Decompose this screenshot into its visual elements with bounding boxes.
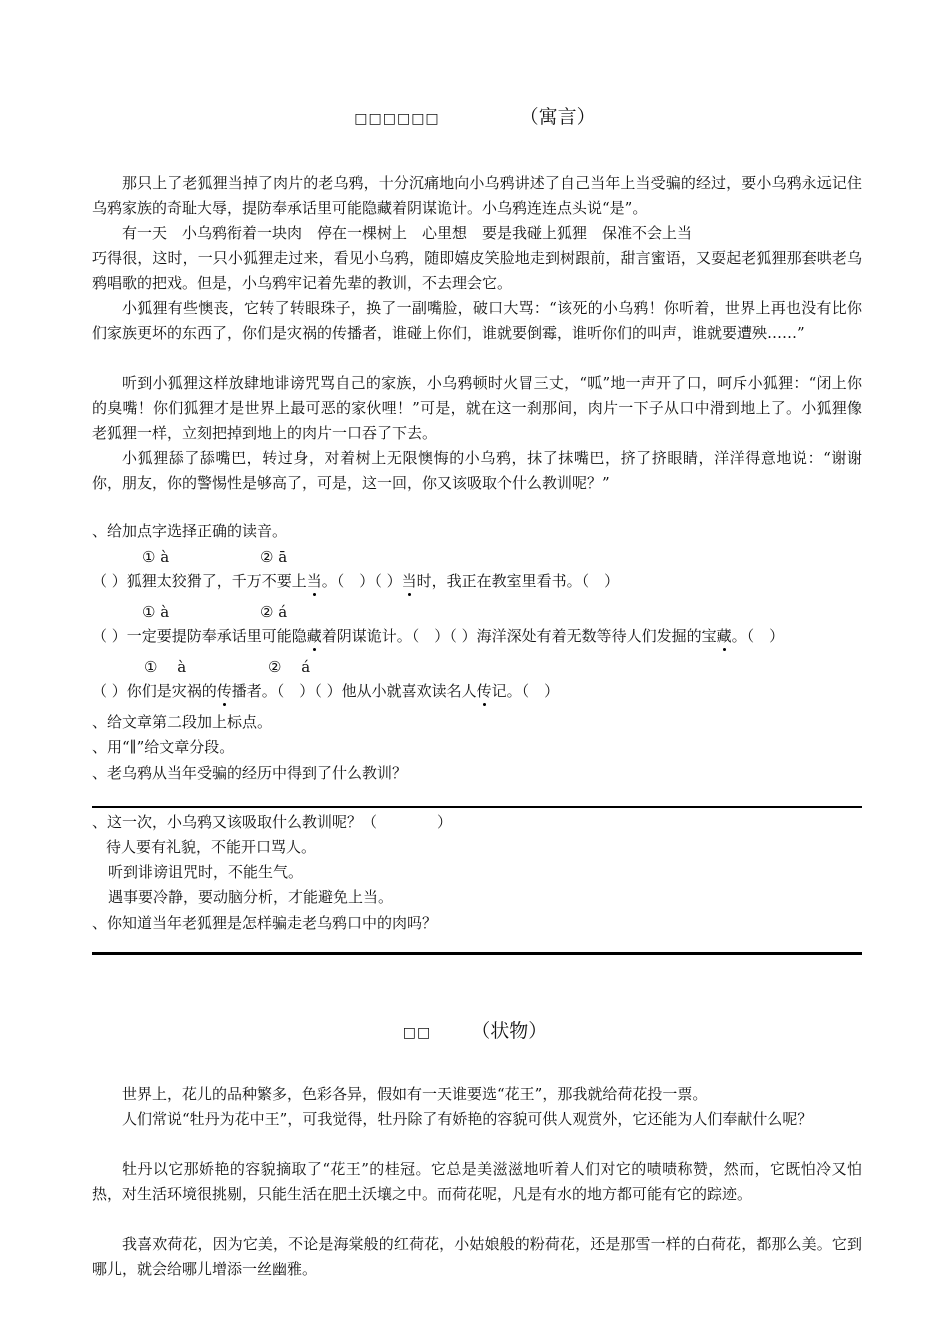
option-2: ② á — [260, 603, 288, 621]
option-1: ① à — [142, 603, 170, 621]
dotted-char: 藏 — [716, 627, 732, 645]
pronunciation-options-1 — [142, 546, 287, 568]
story1-title-placeholder: □□□□□□ — [354, 111, 440, 127]
story1-paragraph-5: 听到小狐狸这样放肆地诽谤咒骂自己的家族，小乌鸦顿时火冒三丈，“呱”地一声开了口，呵斥小狐狸：“闭上你的臭嘴！你们狐狸才是世界上最可恶的家伙哩！”可是，就在这一刹那间，肉片一下子从口中滑到地上了。小狐狸像老狐狸一样，立刻把掉到地上的肉片一口吞了下去。 — [92, 374, 862, 442]
answer-line — [92, 806, 862, 808]
sentence-row-3: （ ）你们是灾祸的传播者。（ ）（ ）他从小就喜欢读名人传记。（ ） — [92, 682, 560, 700]
story2-paragraph-3: 牡丹以它那娇艳的容貌摘取了“花王”的桂冠。它总是美滋滋地听着人们对它的啧啧称赞，然而，它既怕冷又怕热，对生活环境很挑剔，只能生活在肥土沃壤之中。而荷花呢，凡是有水的地方都可能有它的踪迹。 — [92, 1160, 862, 1203]
story1-paragraph-4: 小狐狸有些懊丧，它转了转眼珠子，换了一副嘴脸，破口大骂：“该死的小乌鸦！你听着，世界上再也没有比你们家族更坏的东西了，你们是灾祸的传播者，谁碰上你们，谁就要倒霉，谁听你们的叫声，谁就要遭殃……” — [92, 299, 862, 342]
story1-paragraph-6: 小狐狸舔了舔嘴巴，转过身，对着树上无限懊悔的小乌鸦，抹了抹嘴巴，挤了挤眼睛，洋洋得意地说：“谢谢你，朋友，你的警惕性是够高了，可是，这一回，你又该吸取个什么教训呢？” — [92, 449, 862, 492]
pronunciation-options-2 — [142, 601, 287, 623]
question-3: 、用“∥”给文章分段。 — [92, 738, 235, 756]
sentence-row-2: （ ）一定要提防奉承话里可能隐藏着阴谋诡计。（ ）（ ）海洋深处有着无数等待人们发掘的宝藏。（ ） — [92, 627, 785, 645]
question-1: 、给加点字选择正确的读音。 — [92, 522, 288, 540]
pronunciation-options-3 — [144, 656, 310, 678]
dotted-char: 当 — [306, 572, 322, 590]
option-1: ① à — [142, 548, 170, 566]
story2-title — [0, 1016, 950, 1043]
story1-title — [0, 102, 950, 129]
sentence-row-1: （ ）狐狸太狡猾了，千万不要上当。（ ）（ ）当时，我正在教室里看书。（ ） — [92, 572, 620, 590]
dotted-char: 当 — [401, 572, 417, 590]
story1-paragraph-1: 那只上了老狐狸当掉了肉片的老乌鸦，十分沉痛地向小乌鸦讲述了自己当年上当受骗的经过，要小乌鸦永远记住乌鸦家族的奇耻大辱，提防奉承话里可能隐藏着阴谋诡计。小乌鸦连连点头说“是”。 — [92, 174, 862, 217]
dotted-char: 藏 — [306, 627, 322, 645]
story2-paragraph-2: 人们常说“牡丹为花中王”，可我觉得，牡丹除了有娇艳的容貌可供人观赏外，它还能为人们奉献什么呢？ — [122, 1110, 813, 1128]
story1-genre: （寓言） — [519, 106, 596, 128]
story1-paragraph-3: 巧得很，这时，一只小狐狸走过来，看见小乌鸦，随即嬉皮笑脸地走到树跟前，甜言蜜语，又耍起老狐狸那套哄老乌鸦唱歌的把戏。但是，小乌鸦牢记着先辈的教训，不去理会它。 — [92, 249, 862, 292]
choice-2: 听到诽谤诅咒时，不能生气。 — [108, 863, 304, 881]
question-2: 、给文章第二段加上标点。 — [92, 713, 273, 731]
story1-paragraph-2: 有一天 小乌鸦衔着一块肉 停在一棵树上 心里想 要是我碰上狐狸 保准不会上当 — [122, 224, 693, 242]
story2-paragraph-1: 世界上，花儿的品种繁多，色彩各异，假如有一天谁要选“花王”，那我就给荷花投一票。 — [122, 1085, 708, 1103]
question-4: 、老乌鸦从当年受骗的经历中得到了什么教训？ — [92, 764, 408, 782]
choice-3: 遇事要冷静，要动脑分析，才能避免上当。 — [108, 888, 394, 906]
question-6: 、你知道当年老狐狸是怎样骗走老乌鸦口中的肉吗？ — [92, 914, 438, 932]
dotted-char: 传 — [216, 682, 232, 700]
story2-genre: （状物） — [471, 1020, 548, 1042]
option-2: ② á — [268, 658, 311, 676]
option-1: ① à — [144, 658, 187, 676]
question-5: 、这一次，小乌鸦又该吸取什么教训呢？（ ） — [92, 813, 453, 831]
option-2: ② ā — [260, 548, 288, 566]
dotted-char: 传 — [476, 682, 492, 700]
choice-1: 待人要有礼貌，不能开口骂人。 — [106, 838, 317, 856]
story2-title-placeholder: □□ — [402, 1025, 432, 1041]
section-divider — [92, 952, 862, 955]
story2-paragraph-4: 我喜欢荷花，因为它美，不论是海棠般的红荷花，小姑娘般的粉荷花，还是那雪一样的白荷花，都那么美。它到哪儿，就会给哪儿增添一丝幽雅。 — [92, 1235, 862, 1278]
